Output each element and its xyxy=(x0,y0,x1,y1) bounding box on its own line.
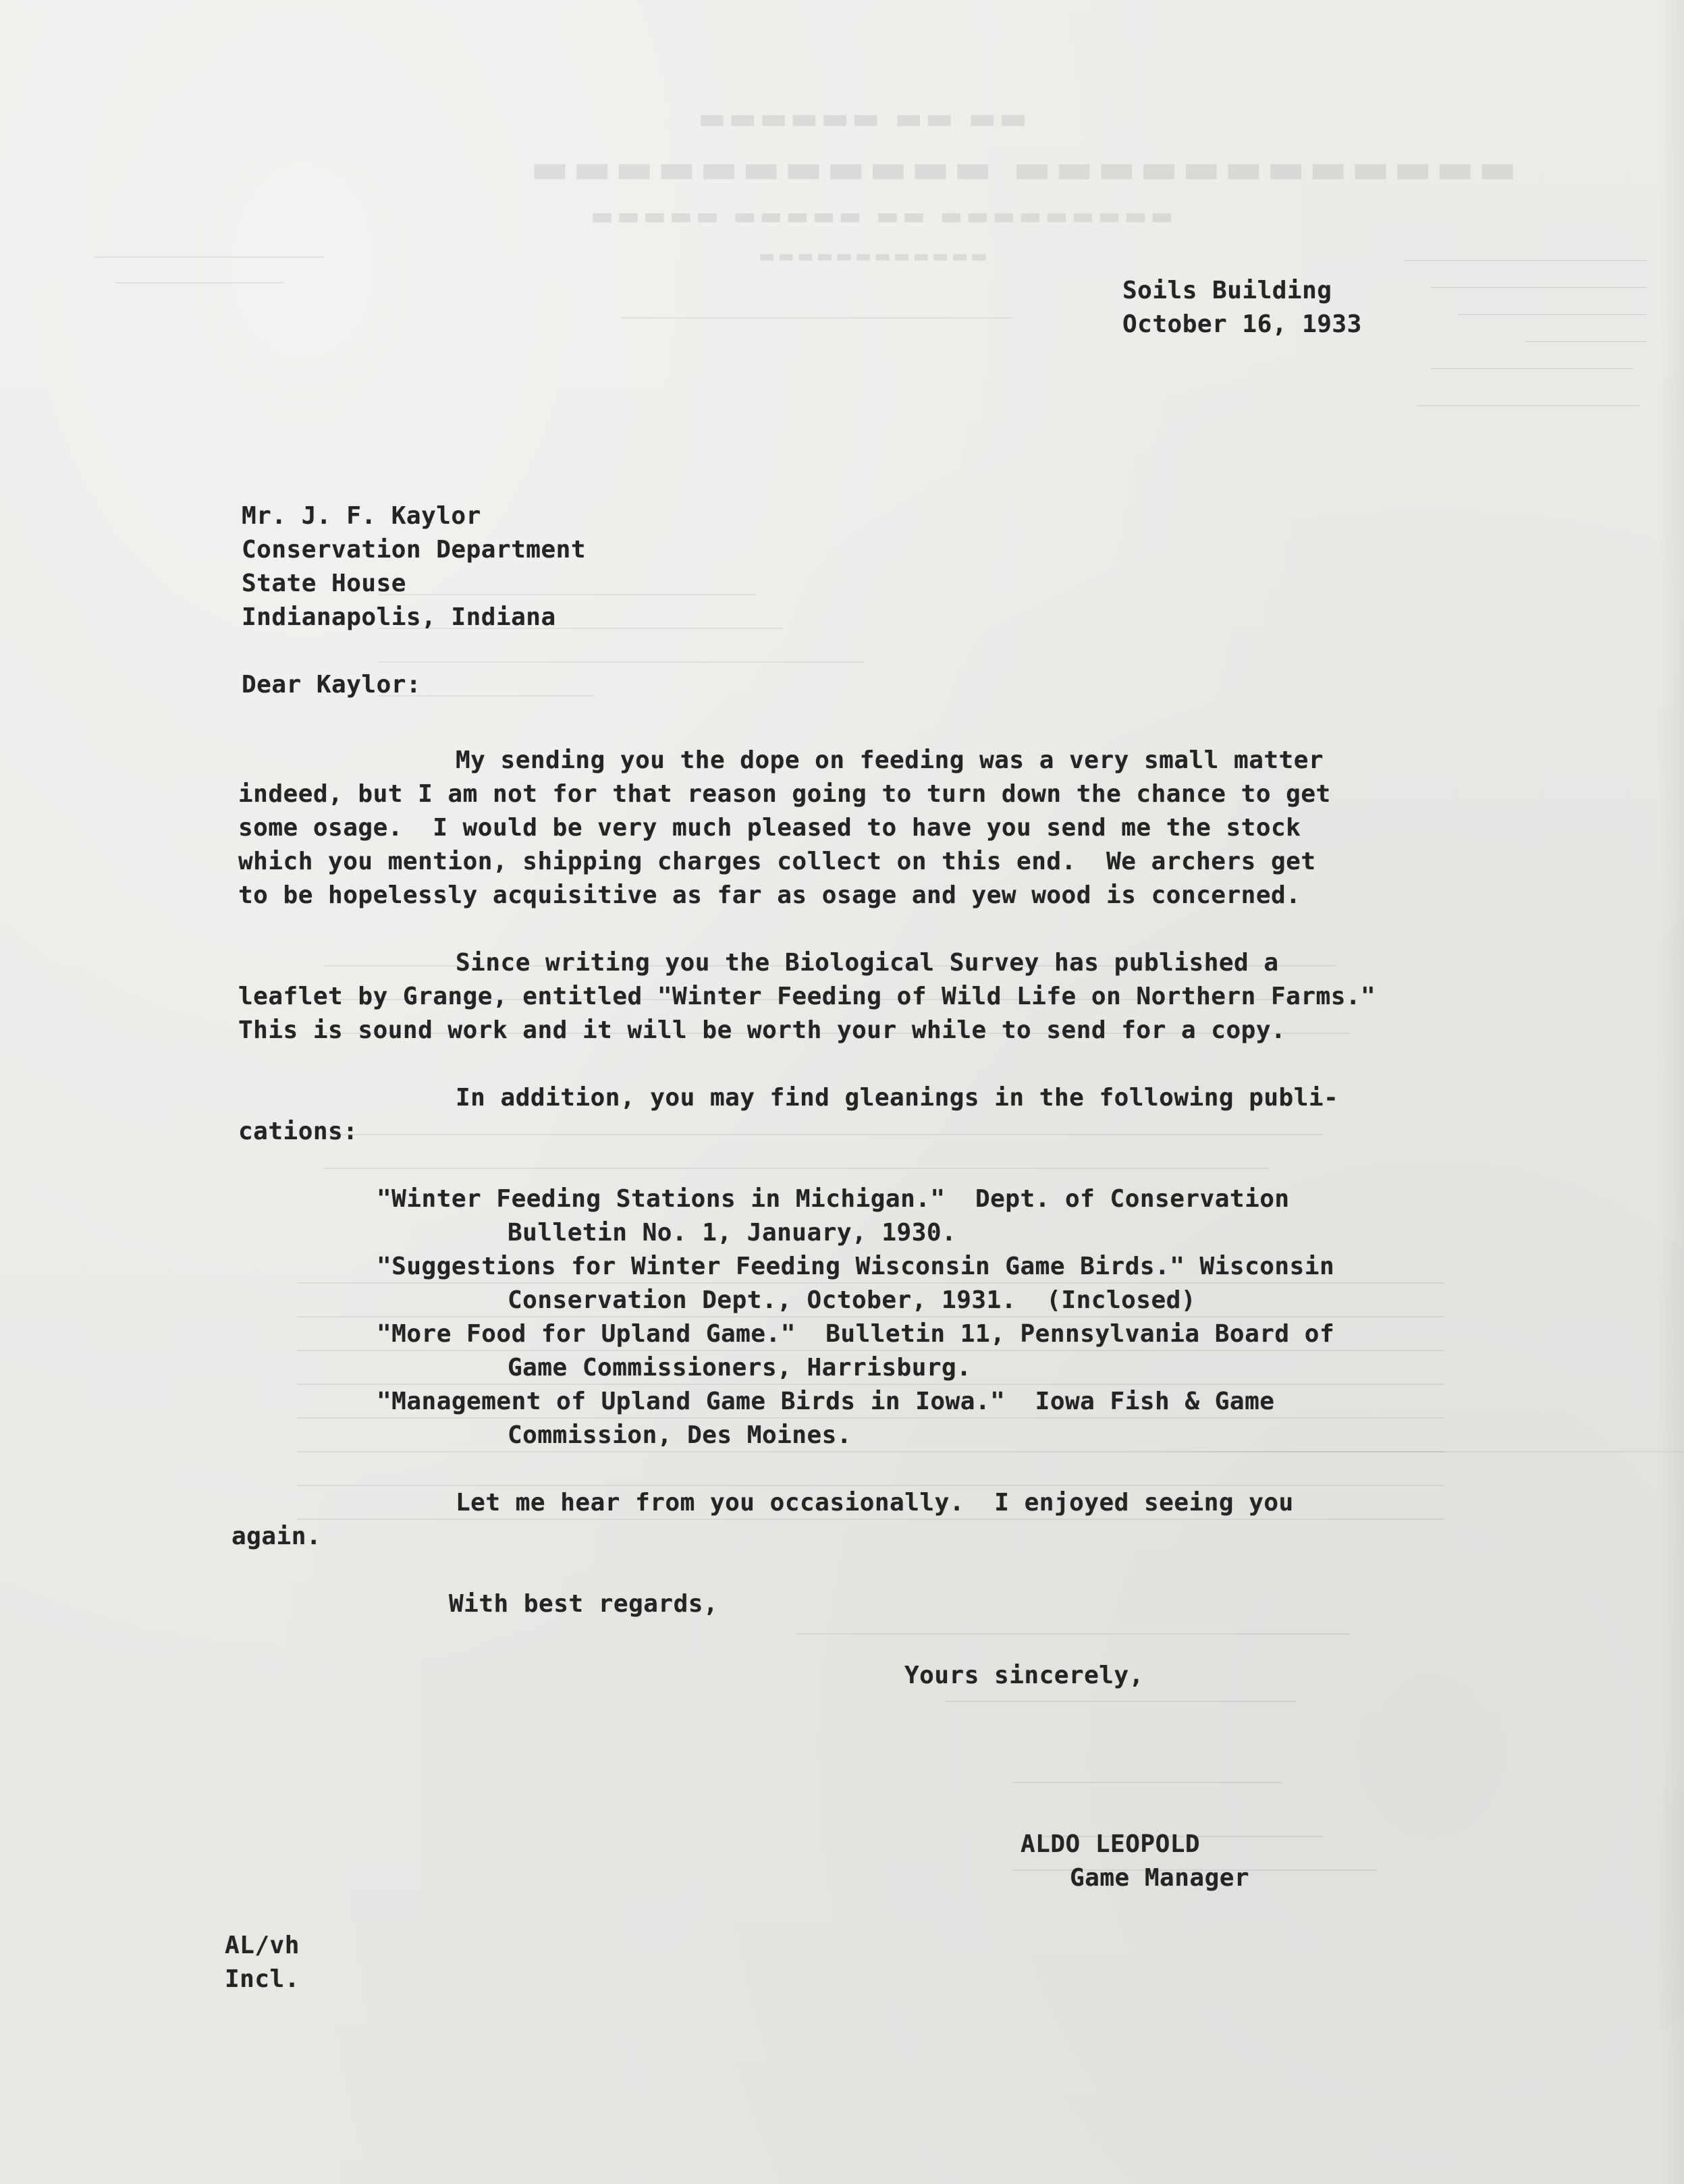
body-line: which you mention, shipping charges collect on this end. We archers get xyxy=(238,848,1316,875)
ghost-text: ▬▬ ▬▬ ▬▬▬▬▬▬ xyxy=(695,101,1027,136)
recipient-name: Mr. J. F. Kaylor xyxy=(242,502,481,530)
body-line: Let me hear from you occasionally. I enjoyed seeing you xyxy=(456,1489,1294,1517)
publication-item-detail: Bulletin No. 1, January, 1930. xyxy=(508,1219,957,1247)
body-line: to be hopelessly acquisitive as far as osage and yew wood is concerned. xyxy=(238,881,1301,909)
closing-sincerely: Yours sincerely, xyxy=(904,1662,1144,1689)
signer-name: ALDO LEOPOLD xyxy=(1021,1830,1201,1858)
body-line: cations: xyxy=(238,1118,358,1145)
ghost-rule xyxy=(297,1451,1444,1452)
ghost-rule xyxy=(1012,1782,1282,1783)
ghost-rule xyxy=(115,282,283,283)
body-line: Since writing you the Biological Survey has published a xyxy=(456,949,1279,977)
body-line: My sending you the dope on feeding was a very small matter xyxy=(456,746,1324,774)
closing-regards: With best regards, xyxy=(449,1590,719,1618)
publication-item: "Management of Upland Game Birds in Iowa." Iowa Fish & Game xyxy=(377,1388,1275,1415)
typist-initials: AL/vh xyxy=(225,1932,300,1959)
recipient-building: State House xyxy=(242,570,406,597)
publication-item: "More Food for Upland Game." Bulletin 11, Pennsylvania Board of xyxy=(377,1320,1335,1348)
body-line: This is sound work and it will be worth your while to send for a copy. xyxy=(238,1016,1286,1044)
letter-date: October 16, 1933 xyxy=(1122,310,1362,338)
ghost-rule xyxy=(94,256,324,258)
body-line: indeed, but I am not for that reason going to turn down the chance to get xyxy=(238,780,1331,808)
ghost-rule xyxy=(945,1701,1296,1702)
ghost-rule xyxy=(324,1134,1323,1135)
publication-item-detail: Game Commissioners, Harrisburg. xyxy=(508,1354,972,1382)
paper-edge-shadow xyxy=(1657,0,1684,2184)
ghost-rule xyxy=(1417,405,1640,406)
ghost-rule xyxy=(1525,341,1647,342)
recipient-department: Conservation Department xyxy=(242,536,586,564)
ghost-rule xyxy=(1431,368,1633,369)
ghost-rule xyxy=(378,594,756,595)
publication-item: "Winter Feeding Stations in Michigan." Dept. of Conservation xyxy=(377,1185,1290,1213)
recipient-city: Indianapolis, Indiana xyxy=(242,603,556,631)
ghost-rule xyxy=(1404,260,1647,261)
ghost-rule xyxy=(1458,314,1647,315)
signer-title: Game Manager xyxy=(1070,1864,1250,1892)
sender-location: Soils Building xyxy=(1122,277,1332,304)
ghost-rule xyxy=(324,1168,1269,1169)
salutation: Dear Kaylor: xyxy=(242,671,422,699)
body-line: some osage. I would be very much pleased to have you send me the stock xyxy=(238,814,1301,842)
body-line: leaflet by Grange, entitled "Winter Feeding of Wild Life on Northern Farms." xyxy=(238,983,1376,1010)
body-line: again. xyxy=(232,1523,322,1550)
ghost-text: ▬▬▬▬▬▬▬▬▬▬▬▬ ▬▬▬▬▬▬▬▬▬▬▬ xyxy=(526,145,1517,192)
publication-item-detail: Commission, Des Moines. xyxy=(508,1421,852,1449)
publication-item-detail: Conservation Dept., October, 1931. (Inclosed) xyxy=(508,1286,1196,1314)
ghost-text: ▬▬▬▬▬▬▬▬▬ ▬▬ ▬▬▬▬▬ ▬▬▬▬▬ xyxy=(587,202,1174,230)
ghost-rule xyxy=(796,1633,1350,1635)
publication-item: "Suggestions for Winter Feeding Wisconsin Game Birds." Wisconsin xyxy=(377,1253,1335,1280)
ghost-rule xyxy=(1431,287,1647,288)
ghost-rule xyxy=(378,661,864,663)
ghost-rule xyxy=(621,317,1012,319)
ghost-text: ▬▬▬▬▬▬▬▬▬▬▬▬ xyxy=(756,246,987,267)
body-line: In addition, you may find gleanings in the following publi- xyxy=(456,1084,1339,1112)
enclosure-note: Incl. xyxy=(225,1965,300,1993)
